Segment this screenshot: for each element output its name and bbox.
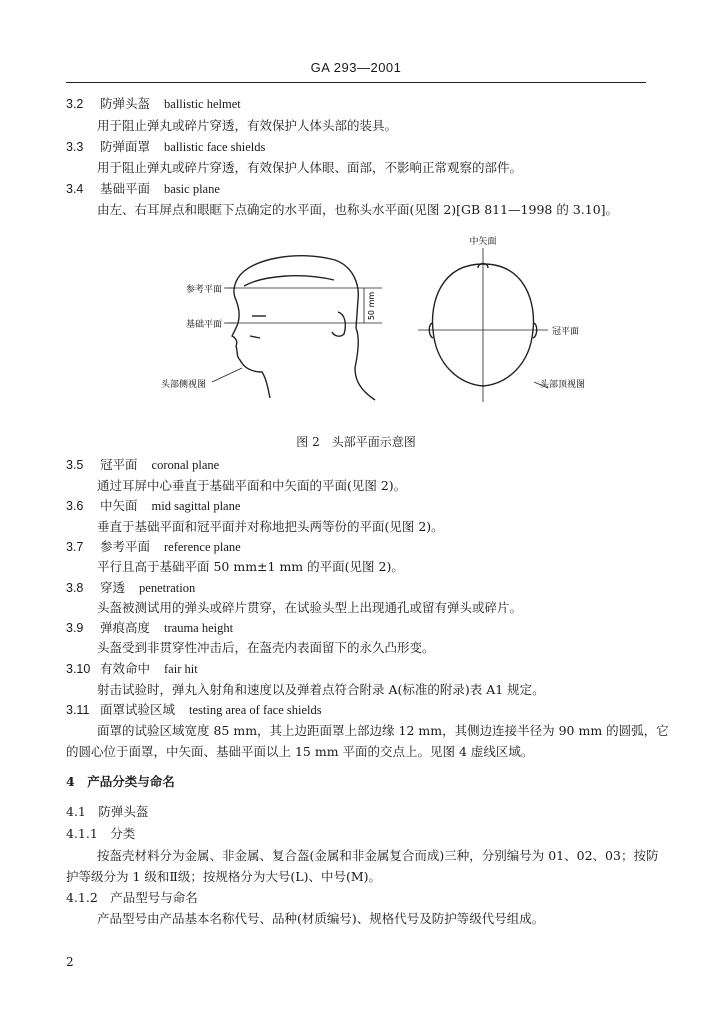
term-3-11-definition-2: 的圆心位于面罩，中矢面、基础平面以上 15 mm 平面的交点上。见图 4 虚线区域。 — [66, 744, 534, 759]
term-3-3-heading: 3.3 防弹面罩 ballistic face shields — [66, 139, 266, 154]
term-3-11-definition-1: 面罩的试验区域宽度 85 mm，其上边距面罩上部边缘 12 mm，其侧边连接半径为 90 mm 的圆弧，它 — [97, 723, 669, 738]
label-top-view: 头部顶视图 — [540, 380, 586, 390]
term-3-10-heading: 3.10 有效命中 fair hit — [66, 661, 198, 676]
section-4-1-1-para-2: 护等级分为 1 级和Ⅱ级；按规格分为大号(L)、中号(M)。 — [66, 869, 382, 884]
term-3-6-definition: 垂直于基础平面和冠平面并对称地把头两等份的平面(见图 2)。 — [97, 519, 444, 534]
term-3-2-definition: 用于阻止弹丸或碎片穿透，有效保护人体头部的装具。 — [97, 118, 398, 133]
head-side-view — [232, 256, 375, 400]
label-50mm: 50 mm — [367, 291, 376, 321]
section-4-title: 4 产品分类与命名 — [66, 774, 175, 789]
term-3-7-definition: 平行且高于基础平面 50 mm±1 mm 的平面(见图 2)。 — [97, 559, 404, 574]
term-3-6-heading: 3.6 中矢面 mid sagittal plane — [66, 498, 241, 513]
term-3-4-definition: 由左、右耳屏点和眼眶下点确定的水平面，也称头水平面(见图 2)[GB 811—1998 的 3.10]。 — [97, 202, 619, 217]
term-3-4-heading: 3.4 基础平面 basic plane — [66, 181, 220, 196]
head-planes-diagram — [0, 228, 712, 428]
figure-2 — [0, 228, 712, 428]
term-3-8-definition: 头盔被测试用的弹头或碎片贯穿，在试验头型上出现通孔或留有弹头或碎片。 — [97, 600, 523, 615]
term-3-9-heading: 3.9 弹痕高度 trauma height — [66, 620, 234, 635]
label-basic-plane: 基础平面 — [185, 320, 222, 330]
term-3-2-heading: 3.2 防弹头盔 ballistic helmet — [66, 96, 241, 111]
standard-header: GA 293—2001 — [310, 60, 402, 75]
term-3-5-heading: 3.5 冠平面 coronal plane — [66, 457, 220, 472]
label-side-view: 头部侧视图 — [160, 380, 206, 390]
term-3-8-heading: 3.8 穿透 penetration — [66, 580, 196, 595]
label-reference-plane: 参考平面 — [185, 285, 222, 295]
header-rule — [66, 82, 646, 83]
section-4-1-2-para: 产品型号由产品基本名称代号、品种(材质编号)、规格代号及防护等级代号组成。 — [97, 911, 545, 926]
section-4-1-1-title: 4.1.1 分类 — [66, 826, 136, 841]
term-3-9-definition: 头盔受到非贯穿性冲击后，在盔壳内表面留下的永久凸形变。 — [97, 640, 435, 655]
page-number: 2 — [66, 955, 74, 969]
label-mid-sagittal: 中矢面 — [469, 237, 497, 247]
term-3-11-heading: 3.11 面罩试验区域 testing area of face shields — [66, 702, 322, 717]
section-4-1-1-para-1: 按盔壳材料分为金属、非金属、复合盔(金属和非金属复合而成)三种，分别编号为 01、02、03；按防 — [97, 848, 659, 863]
label-coronal: 冠平面 — [552, 327, 580, 337]
section-4-1-2-title: 4.1.2 产品型号与命名 — [66, 890, 198, 905]
term-3-3-definition: 用于阻止弹丸或碎片穿透，有效保护人体眼、面部，不影响正常观察的部件。 — [97, 160, 523, 175]
term-3-10-definition: 射击试验时，弹丸入射角和速度以及弹着点符合附录 A(标准的附录)表 A1 规定。 — [97, 682, 545, 697]
term-3-5-definition: 通过耳屏中心垂直于基础平面和中矢面的平面(见图 2)。 — [97, 478, 407, 493]
section-4-1-title: 4.1 防弹头盔 — [66, 804, 149, 819]
figure-2-caption: 图 2 头部平面示意图 — [296, 435, 416, 449]
term-3-7-heading: 3.7 参考平面 reference plane — [66, 539, 241, 554]
